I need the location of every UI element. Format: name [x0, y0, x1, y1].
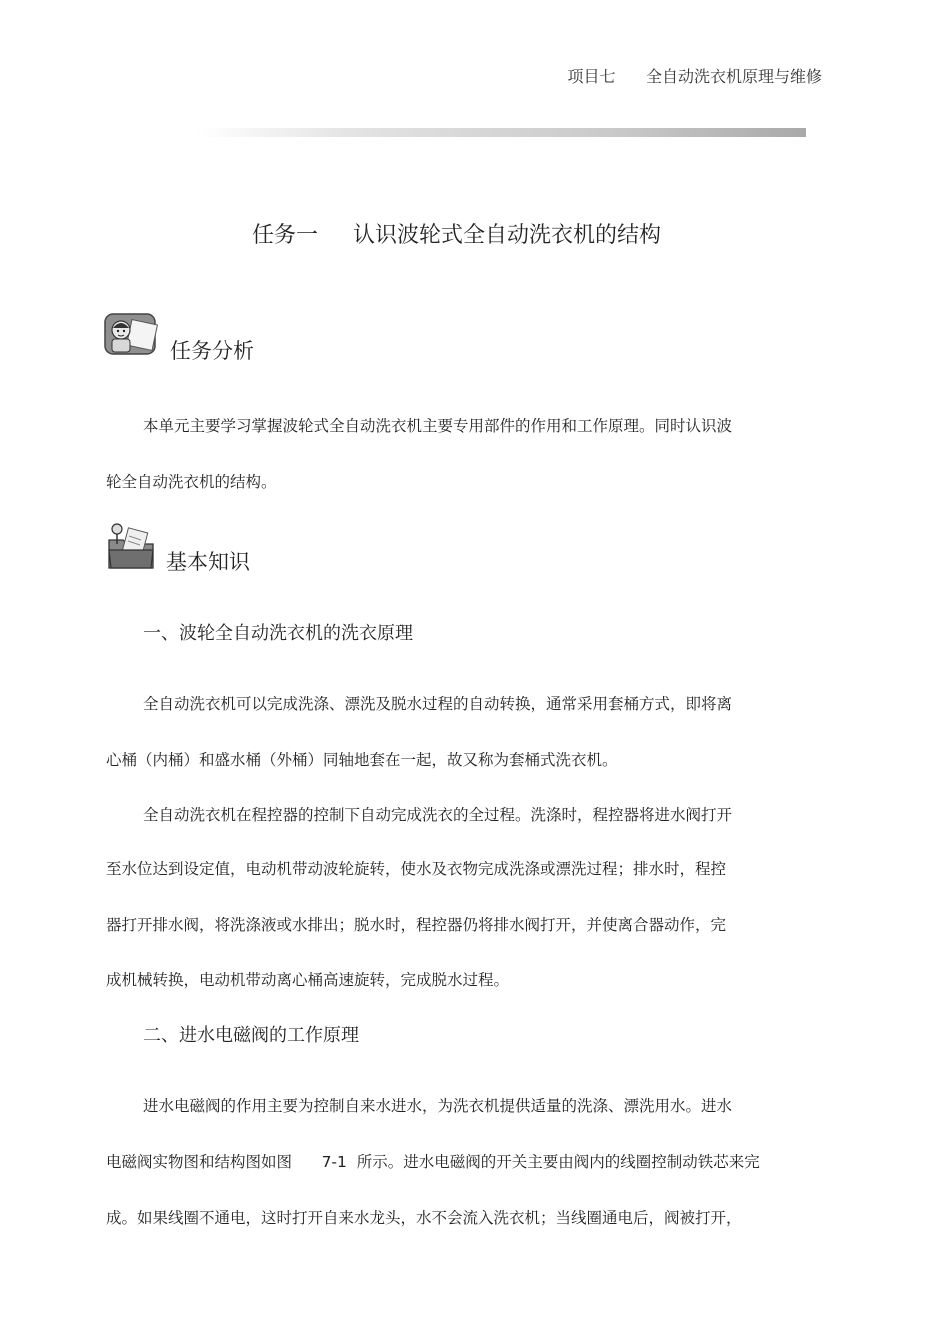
para1-line-2: 心桶（内桶）和盛水桶（外桶）同轴地套在一起，故又称为套桶式洗衣机。 — [106, 751, 618, 769]
subsection-heading-2: 二、进水电磁阀的工作原理 — [143, 1025, 359, 1046]
folder-papers-icon — [105, 520, 157, 572]
analysis-line-1: 本单元主要学习掌握波轮式全自动洗衣机主要专用部件的作用和工作原理。同时认识波 — [143, 417, 733, 435]
para2-line-2: 至水位达到设定值，电动机带动波轮旋转，使水及衣物完成洗涤或漂洗过程；排水时，程控 — [106, 860, 727, 878]
task-number: 任务一 — [252, 223, 319, 248]
header-rule — [196, 128, 806, 137]
para2-line-3: 器打开排水阀，将洗涤液或水排出；脱水时，程控器仍将排水阀打开，并使离合器动作，完 — [106, 916, 727, 934]
section-heading-label: 任务分析 — [170, 339, 254, 363]
running-header — [567, 64, 822, 87]
para3-line-1: 进水电磁阀的作用主要为控制自来水进水，为洗衣机提供适量的洗涤、漂洗用水。进水 — [143, 1097, 733, 1115]
teacher-board-icon — [103, 308, 159, 358]
task-name: 认识波轮式全自动洗衣机的结构 — [352, 223, 661, 248]
section-heading-knowledge — [166, 546, 250, 576]
para2-line-1: 全自动洗衣机在程控器的控制下自动完成洗衣的全过程。洗涤时，程控器将进水阀打开 — [143, 806, 733, 824]
para1-line-1: 全自动洗衣机可以完成洗涤、漂洗及脱水过程的自动转换，通常采用套桶方式，即将离 — [143, 695, 733, 713]
chapter-number: 项目七 — [567, 67, 616, 86]
task-title — [252, 218, 661, 249]
section-heading-analysis — [170, 335, 254, 365]
subsection-heading-1: 一、波轮全自动洗衣机的洗衣原理 — [143, 623, 413, 644]
section-heading-label: 基本知识 — [166, 550, 250, 574]
para3-line-3: 成。如果线圈不通电，这时打开自来水龙头，水不会流入洗衣机；当线圈通电后，阀被打开， — [106, 1209, 742, 1227]
chapter-title: 全自动洗衣机原理与维修 — [645, 67, 822, 86]
para3-line-2: 电磁阀实物图和结构图如图 7-1 所示。进水电磁阀的开关主要由阀内的线圈控制动铁芯来完 — [106, 1153, 760, 1171]
para2-line-4: 成机械转换，电动机带动离心桶高速旋转，完成脱水过程。 — [106, 971, 510, 989]
analysis-line-2: 轮全自动洗衣机的结构。 — [106, 473, 277, 491]
